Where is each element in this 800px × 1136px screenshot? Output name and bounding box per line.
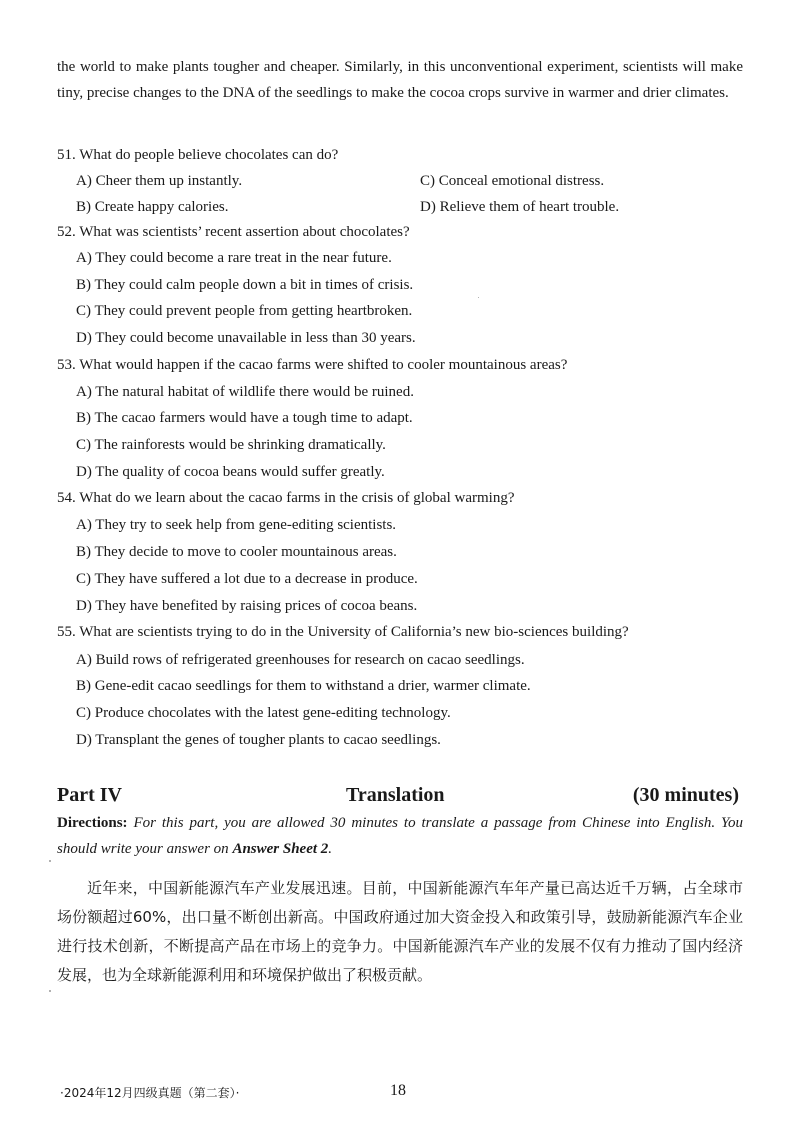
question-51-option-a: A) Cheer them up instantly. [76,173,243,189]
question-51-stem: 51. What do people believe chocolates can do? [57,147,339,163]
part-label: Part IV [57,784,122,806]
scan-speck [478,297,479,298]
part-header [57,784,743,810]
directions [57,810,743,862]
question-54-option-b: B) They decide to move to cooler mountainous areas. [76,544,397,560]
page-number: 18 [390,1082,406,1099]
question-51-option-c: C) Conceal emotional distress. [420,173,605,189]
question-55-stem: 55. What are scientists trying to do in the University of California’s new bio-sciences building? [57,624,629,640]
question-54-stem: 54. What do we learn about the cacao farms in the crisis of global warming? [57,490,515,506]
question-52-option-d: D) They could become unavailable in less than 30 years. [76,330,416,346]
question-55-option-d: D) Transplant the genes of tougher plants to cacao seedlings. [76,732,441,748]
question-54-option-c: C) They have suffered a lot due to a decrease in produce. [76,571,418,587]
question-53-stem: 53. What would happen if the cacao farms were shifted to cooler mountainous areas? [57,357,568,373]
question-53-option-c: C) The rainforests would be shrinking dramatically. [76,437,386,453]
part-title: Translation [346,784,445,806]
question-53-option-d: D) The quality of cocoa beans would suffer greatly. [76,464,385,480]
passage-ending: the world to make plants tougher and cheaper. Similarly, in this unconventional experiment, scientists will make tiny, precise changes to the DNA of the seedlings to make the cocoa crops survive in warmer and drier climates. [57,59,743,101]
question-52-option-a: A) They could become a rare treat in the near future. [76,250,392,266]
translation-passage: 近年来，中国新能源汽车产业发展迅速。目前，中国新能源汽车年产量已高达近千万辆，占全球市场份额超过60%，出口量不断创出新高。中国政府通过加大资金投入和政策引导，鼓励新能源汽车企业进行技术创新，不断提高产品在市场上的竞争力。中国新能源汽车产业的发展不仅有力推动了国内经济发展，也为全球新能源利用和环境保护做出了积极贡献。 [57,879,743,984]
question-52-option-b: B) They could calm people down a bit in times of crisis. [76,277,414,293]
footer-source: ·2024年12月四级真题（第二套）· [60,1086,240,1100]
question-55-option-c: C) Produce chocolates with the latest gene-editing technology. [76,705,451,721]
scan-speck [49,860,51,862]
directions-end: . [328,841,333,857]
question-54-option-d: D) They have benefited by raising prices of cocoa beans. [76,598,418,614]
directions-text: For this part, you are allowed 30 minutes to translate a passage from Chinese into English. You should write your answer on [57,815,743,857]
question-55-option-a: A) Build rows of refrigerated greenhouses for research on cacao seedlings. [76,652,525,668]
question-55-option-b: B) Gene-edit cacao seedlings for them to withstand a drier, warmer climate. [76,678,531,694]
directions-label: Directions: [57,815,128,831]
question-54-option-a: A) They try to seek help from gene-editing scientists. [76,517,397,533]
question-53-option-a: A) The natural habitat of wildlife there would be ruined. [76,384,414,400]
answer-sheet-ref: Answer Sheet 2 [232,841,329,857]
part-time: (30 minutes) [632,784,739,806]
question-52-stem: 52. What was scientists’ recent assertion about chocolates? [57,224,410,240]
scan-speck [49,990,51,992]
question-52-option-c: C) They could prevent people from getting heartbroken. [76,303,413,319]
question-51-option-d: D) Relieve them of heart trouble. [420,199,620,215]
question-51-option-b: B) Create happy calories. [76,199,229,215]
question-53-option-b: B) The cacao farmers would have a tough time to adapt. [76,410,413,426]
